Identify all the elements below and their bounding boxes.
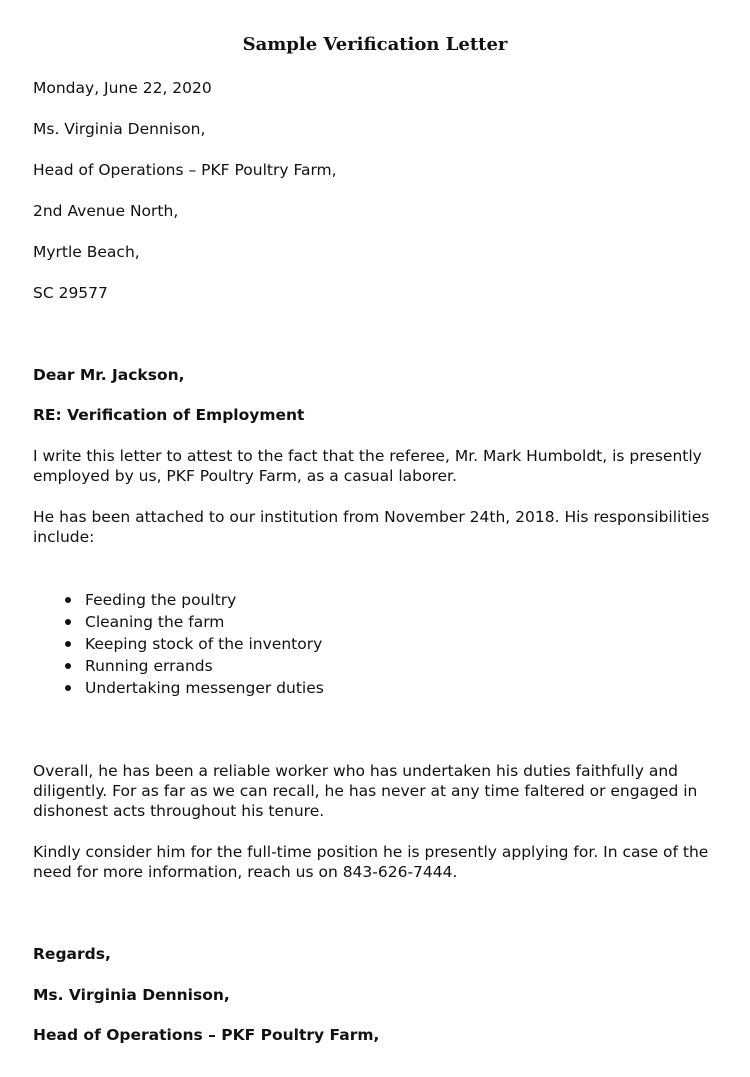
bullet-icon	[65, 641, 71, 647]
list-item	[33, 589, 324, 611]
paragraph-responsibilities-intro: He has been attached to our institution from November 24th, 2018. His responsibilities include:	[33, 508, 710, 546]
paragraph-recommendation: Kindly consider him for the full-time position he is presently applying for. In case of the need for more information, reach us on 843-626-7444.	[33, 843, 709, 881]
list-item-text: Cleaning the farm	[85, 613, 225, 631]
list-item	[33, 677, 324, 699]
paragraph-attestation: I write this letter to attest to the fact that the referee, Mr. Mark Humboldt, is presently employed by us, PKF Poultry Farm, as a casual laborer.	[33, 447, 702, 485]
bullet-icon	[65, 685, 71, 691]
recipient-position: Head of Operations – PKF Poultry Farm,	[33, 161, 337, 179]
list-item	[33, 611, 324, 633]
bullet-icon	[65, 663, 71, 669]
list-item	[33, 655, 324, 677]
recipient-street: 2nd Avenue North,	[33, 202, 179, 220]
letter-date: Monday, June 22, 2020	[33, 79, 212, 97]
subject-line: RE: Verification of Employment	[33, 406, 305, 424]
recipient-name: Ms. Virginia Dennison,	[33, 120, 206, 138]
bullet-icon	[65, 619, 71, 625]
page-title: Sample Verification Letter	[242, 34, 508, 55]
recipient-city: Myrtle Beach,	[33, 243, 140, 261]
recipient-postal-code: SC 29577	[33, 284, 108, 302]
signatory-position: Head of Operations – PKF Poultry Farm,	[33, 1026, 380, 1044]
salutation: Dear Mr. Jackson,	[33, 366, 185, 384]
list-item	[33, 633, 324, 655]
responsibilities-list	[33, 589, 324, 699]
closing-regards: Regards,	[33, 945, 111, 963]
list-item-text: Feeding the poultry	[85, 591, 237, 609]
paragraph-overall-assessment: Overall, he has been a reliable worker who has undertaken his duties faithfully and diligently. For as far as we can recall, he has never at any time faltered or engaged in dishonest acts throughout his tenure.	[33, 762, 698, 820]
bullet-icon	[65, 597, 71, 603]
list-item-text: Running errands	[85, 657, 213, 675]
list-item-text: Keeping stock of the inventory	[85, 635, 323, 653]
signatory-name: Ms. Virginia Dennison,	[33, 986, 230, 1004]
list-item-text: Undertaking messenger duties	[85, 679, 324, 697]
